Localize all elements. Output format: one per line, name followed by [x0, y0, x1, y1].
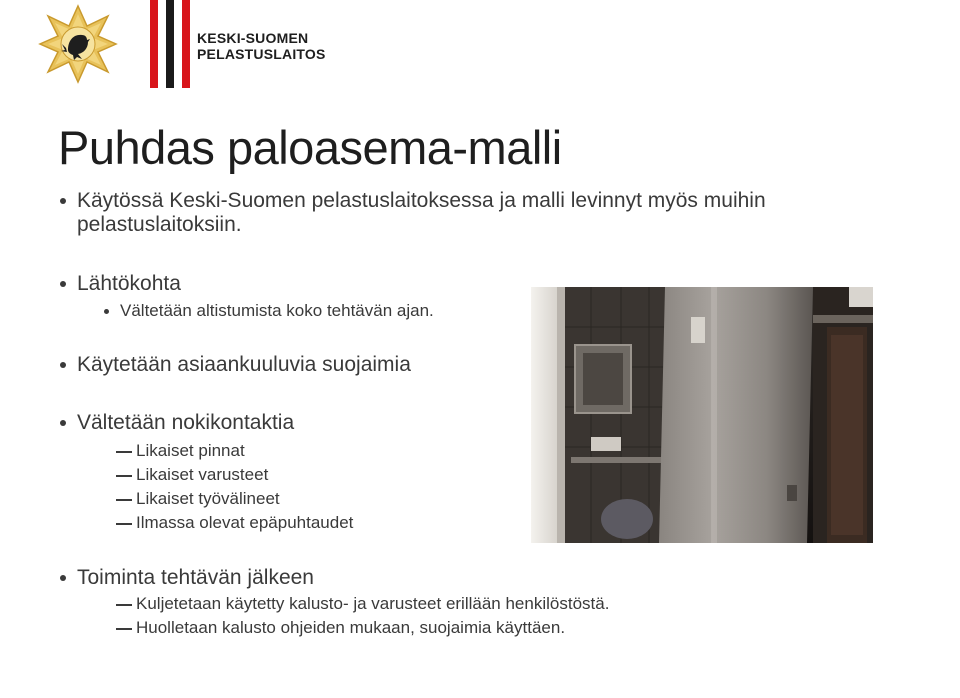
sub-bullet-text: Ilmassa olevat epäpuhtaudet [136, 513, 354, 532]
organization-name-line2: PELASTUSLAITOS [197, 46, 326, 62]
slide-title: Puhdas paloasema-malli [58, 121, 562, 174]
sub-bullet-dash [116, 604, 132, 606]
brand-stripe-red [182, 0, 190, 88]
sub-bullet-text: Huolletaan kalusto ohjeiden mukaan, suojaimia käyttäen. [136, 618, 566, 637]
sub-bullet-text: Likaiset työvälineet [136, 489, 280, 508]
sub-bullet-dash [116, 499, 132, 501]
sub-bullet-text: Kuljetetaan käytetty kalusto- ja varusteet erillään henkilöstöstä. [136, 594, 610, 613]
organization-name-line1: KESKI-SUOMEN [197, 30, 309, 46]
organization-name [197, 30, 326, 62]
bullet-marker [60, 420, 66, 426]
capercaillie-star-emblem-icon [38, 4, 118, 84]
bullet-text: Käytössä Keski-Suomen pelastuslaitoksessa ja malli levinnyt myös muihin [77, 189, 766, 212]
bullet-text: Lähtökohta [77, 272, 181, 295]
sub-bullet-dash [116, 628, 132, 630]
sub-bullet-dash [116, 523, 132, 525]
sub-bullet-dash [116, 451, 132, 453]
bullet-marker [60, 281, 66, 287]
doorway-photo [531, 287, 873, 543]
sub-bullet-text: Likaiset pinnat [136, 441, 245, 460]
bullet-text: Käytetään asiaankuuluvia suojaimia [77, 353, 411, 376]
bullet-text-continuation: pelastuslaitoksiin. [77, 213, 242, 236]
sub-bullet-text: Vältetään altistumista koko tehtävän ajan. [120, 301, 434, 320]
sub-bullet-text: Likaiset varusteet [136, 465, 269, 484]
bullet-text: Vältetään nokikontaktia [77, 411, 295, 434]
bullet-text: Toiminta tehtävän jälkeen [77, 566, 314, 589]
bullet-marker [60, 198, 66, 204]
sub-bullet-dash [116, 475, 132, 477]
brand-stripe-red [150, 0, 158, 88]
brand-stripe-black [166, 0, 174, 88]
bullet-marker [60, 575, 66, 581]
bullet-marker [60, 362, 66, 368]
sub-bullet-marker [104, 309, 109, 314]
